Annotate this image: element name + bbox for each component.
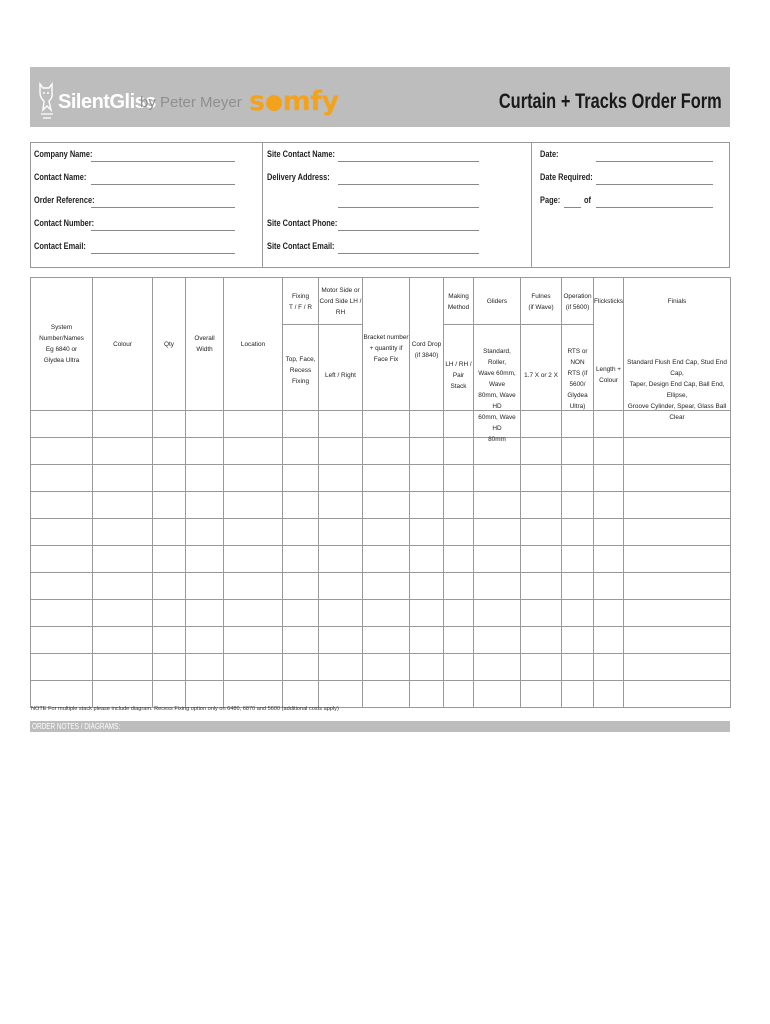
fields-divider [262, 143, 263, 268]
table-row [31, 519, 731, 546]
table-cell[interactable] [31, 519, 93, 546]
table-cell[interactable] [31, 681, 93, 708]
table-cell[interactable] [444, 681, 474, 708]
table-header-row [31, 278, 731, 411]
table-cell[interactable] [410, 438, 444, 465]
date-required-label: Date Required: [540, 172, 593, 183]
table-cell[interactable] [153, 681, 186, 708]
table-cell[interactable] [283, 654, 319, 681]
table-cell[interactable] [319, 546, 363, 573]
table-cell[interactable] [410, 519, 444, 546]
table-cell[interactable] [153, 546, 186, 573]
header-flicksticks: Flicksticks Length + Colour [594, 278, 624, 411]
page-label: Page: [540, 195, 561, 206]
table-cell[interactable] [474, 519, 521, 546]
table-cell[interactable] [562, 600, 594, 627]
table-cell[interactable] [562, 519, 594, 546]
table-cell[interactable] [562, 546, 594, 573]
site-contact-phone-label: Site Contact Phone: [267, 218, 338, 229]
table-cell[interactable] [594, 627, 624, 654]
table-cell[interactable] [562, 465, 594, 492]
title-curtain: Curtain [499, 90, 557, 113]
table-cell[interactable] [474, 492, 521, 519]
table-cell[interactable] [186, 519, 224, 546]
table-cell[interactable] [363, 627, 410, 654]
table-cell[interactable] [319, 492, 363, 519]
order-notes-bar [30, 721, 730, 732]
header-location: Location [224, 278, 283, 411]
date-required-field[interactable] [596, 184, 713, 185]
table-cell[interactable] [562, 492, 594, 519]
table-cell[interactable] [319, 600, 363, 627]
table-cell[interactable] [363, 438, 410, 465]
site-contact-email-label: Site Contact Email: [267, 241, 335, 252]
table-cell[interactable] [594, 519, 624, 546]
table-cell[interactable] [521, 600, 562, 627]
table-cell[interactable] [31, 465, 93, 492]
table-cell[interactable] [93, 438, 153, 465]
table-cell[interactable] [410, 573, 444, 600]
table-cell[interactable] [594, 573, 624, 600]
table-cell[interactable] [444, 519, 474, 546]
table-cell[interactable] [186, 438, 224, 465]
site-contact-name-field[interactable] [338, 161, 479, 162]
fields-divider [531, 143, 532, 268]
title-tracks: Tracks [575, 90, 628, 113]
table-cell[interactable] [444, 438, 474, 465]
table-cell[interactable] [521, 681, 562, 708]
order-rows [31, 411, 731, 708]
table-cell[interactable] [444, 654, 474, 681]
table-cell[interactable] [186, 627, 224, 654]
table-cell[interactable] [153, 573, 186, 600]
table-cell[interactable] [410, 654, 444, 681]
table-cell[interactable] [283, 573, 319, 600]
table-cell[interactable] [410, 627, 444, 654]
table-cell[interactable] [319, 627, 363, 654]
table-cell[interactable] [624, 519, 731, 546]
table-cell[interactable] [153, 492, 186, 519]
contact-name-label: Contact Name: [34, 172, 87, 183]
table-cell[interactable] [410, 600, 444, 627]
table-row [31, 681, 731, 708]
table-cell[interactable] [224, 465, 283, 492]
table-cell[interactable] [410, 465, 444, 492]
table-cell[interactable] [474, 573, 521, 600]
table-cell[interactable] [363, 411, 410, 438]
order-table [30, 277, 731, 708]
table-cell[interactable] [31, 573, 93, 600]
table-cell[interactable] [363, 519, 410, 546]
table-cell[interactable] [363, 654, 410, 681]
header-cord-drop: Cord Drop (if 3840) [410, 278, 444, 411]
table-cell[interactable] [31, 438, 93, 465]
table-cell[interactable] [186, 546, 224, 573]
table-cell[interactable] [624, 600, 731, 627]
header-gliders: Gliders Standard, Roller, Wave 60mm, Wave 80mm, Wave HD 60mm, Wave HD 80mm [474, 278, 521, 411]
table-cell[interactable] [474, 465, 521, 492]
table-cell[interactable] [153, 465, 186, 492]
table-cell[interactable] [521, 465, 562, 492]
table-cell[interactable] [474, 681, 521, 708]
table-cell[interactable] [93, 573, 153, 600]
delivery-address-field[interactable] [338, 184, 479, 185]
table-row [31, 546, 731, 573]
table-cell[interactable] [31, 411, 93, 438]
table-cell[interactable] [474, 627, 521, 654]
header-fullness: Fulnes (if Wave) 1.7 X or 2 X [521, 278, 562, 411]
table-cell[interactable] [521, 492, 562, 519]
table-cell[interactable] [410, 546, 444, 573]
table-cell[interactable] [319, 438, 363, 465]
table-cell[interactable] [93, 681, 153, 708]
delivery-address-label: Delivery Address: [267, 172, 330, 183]
table-cell[interactable] [93, 627, 153, 654]
table-cell[interactable] [594, 546, 624, 573]
header-making-method: Making Method LH / RH / Pair Stack [444, 278, 474, 411]
table-row [31, 627, 731, 654]
header-operation: Operation (if 5600) RTS or NON RTS (if 5600/ Glydea Ultra) [562, 278, 594, 411]
header-finials: Finials Standard Flush End Cap, Stud End Cap, Taper, Design End Cap, Ball End, Ellipse, Groove Cylinder, Spear, Glass Ball Clear [624, 278, 731, 411]
table-cell[interactable] [363, 492, 410, 519]
table-cell[interactable] [410, 492, 444, 519]
table-cell[interactable] [224, 627, 283, 654]
table-cell[interactable] [624, 546, 731, 573]
table-cell[interactable] [562, 681, 594, 708]
cat-logo-icon [37, 80, 57, 122]
header-motor-side: Motor Side or Cord Side LH / RH Left / Right [319, 278, 363, 411]
header-overall-width: Overall Width [186, 278, 224, 411]
table-cell[interactable] [283, 438, 319, 465]
table-cell[interactable] [319, 654, 363, 681]
table-cell[interactable] [562, 654, 594, 681]
table-cell[interactable] [93, 546, 153, 573]
order-reference-label: Order Reference: [34, 195, 95, 206]
table-cell[interactable] [186, 681, 224, 708]
table-cell[interactable] [562, 573, 594, 600]
table-cell[interactable] [153, 600, 186, 627]
table-cell[interactable] [594, 600, 624, 627]
table-cell[interactable] [153, 627, 186, 654]
contact-fields-box [30, 142, 730, 268]
site-contact-name-label: Site Contact Name: [267, 149, 335, 160]
table-cell[interactable] [31, 546, 93, 573]
table-cell[interactable] [521, 519, 562, 546]
table-cell[interactable] [224, 573, 283, 600]
table-cell[interactable] [283, 600, 319, 627]
table-cell[interactable] [319, 411, 363, 438]
contact-email-field[interactable] [91, 253, 235, 254]
table-cell[interactable] [363, 573, 410, 600]
table-cell[interactable] [624, 573, 731, 600]
table-cell[interactable] [624, 654, 731, 681]
page-total-field[interactable] [596, 207, 713, 208]
table-cell[interactable] [153, 438, 186, 465]
table-cell[interactable] [444, 465, 474, 492]
table-cell[interactable] [410, 411, 444, 438]
brand-name: SilentGliss [58, 91, 156, 113]
table-cell[interactable] [186, 654, 224, 681]
page-number-field[interactable] [564, 207, 581, 208]
header-qty: Qty [153, 278, 186, 411]
table-cell[interactable] [283, 519, 319, 546]
table-cell[interactable] [31, 492, 93, 519]
table-cell[interactable] [224, 492, 283, 519]
table-cell[interactable] [319, 573, 363, 600]
table-cell[interactable] [224, 411, 283, 438]
order-reference-field[interactable] [91, 207, 235, 208]
delivery-address-field-2[interactable] [338, 207, 479, 208]
table-row [31, 492, 731, 519]
table-cell[interactable] [444, 492, 474, 519]
page-of-label: of [584, 195, 591, 206]
table-cell[interactable] [153, 411, 186, 438]
table-cell[interactable] [562, 411, 594, 438]
table-cell[interactable] [562, 438, 594, 465]
table-cell[interactable] [594, 438, 624, 465]
table-cell[interactable] [93, 411, 153, 438]
table-cell[interactable] [444, 627, 474, 654]
table-cell[interactable] [93, 654, 153, 681]
table-cell[interactable] [319, 519, 363, 546]
table-cell[interactable] [594, 654, 624, 681]
table-cell[interactable] [410, 681, 444, 708]
table-cell[interactable] [363, 546, 410, 573]
contact-number-field[interactable] [91, 230, 235, 231]
table-cell[interactable] [283, 627, 319, 654]
table-cell[interactable] [283, 546, 319, 573]
table-row [31, 654, 731, 681]
title-plus: + [561, 90, 571, 113]
fixing-note: NOTE For multiple stack please include diagram. Recess Fixing option only on 6480, 6870 and 5600 (additional costs apply) [31, 706, 339, 712]
contact-name-field[interactable] [91, 184, 235, 185]
table-cell[interactable] [594, 411, 624, 438]
header-system: System Number/Names Eg 6840 or Glydea Ultra [31, 278, 93, 411]
table-cell[interactable] [224, 681, 283, 708]
table-cell[interactable] [224, 519, 283, 546]
table-cell[interactable] [474, 546, 521, 573]
table-cell[interactable] [283, 411, 319, 438]
table-cell[interactable] [521, 573, 562, 600]
table-cell[interactable] [31, 627, 93, 654]
table-row [31, 438, 731, 465]
table-cell[interactable] [93, 492, 153, 519]
table-row [31, 600, 731, 627]
table-cell[interactable] [283, 681, 319, 708]
table-cell[interactable] [444, 546, 474, 573]
table-cell[interactable] [319, 681, 363, 708]
table-cell[interactable] [521, 411, 562, 438]
table-cell[interactable] [153, 519, 186, 546]
table-cell[interactable] [594, 492, 624, 519]
table-cell[interactable] [31, 600, 93, 627]
date-label: Date: [540, 149, 559, 160]
table-cell[interactable] [444, 411, 474, 438]
table-cell[interactable] [186, 411, 224, 438]
table-cell[interactable] [624, 627, 731, 654]
page-title [499, 90, 722, 114]
table-cell[interactable] [624, 492, 731, 519]
table-cell[interactable] [186, 465, 224, 492]
table-row [31, 465, 731, 492]
date-field[interactable] [596, 161, 713, 162]
order-notes-label: ORDER NOTES / DIAGRAMS: [32, 722, 121, 731]
table-cell[interactable] [521, 627, 562, 654]
table-cell[interactable] [186, 573, 224, 600]
table-cell[interactable] [283, 492, 319, 519]
somfy-dot-icon [266, 95, 282, 111]
header-fixing: Fixing T / F / R Top, Face, Recess Fixing [283, 278, 319, 411]
table-row [31, 573, 731, 600]
contact-email-label: Contact Email: [34, 241, 86, 252]
company-name-field[interactable] [91, 161, 235, 162]
title-order-form: Order Form [631, 90, 722, 113]
table-cell[interactable] [186, 600, 224, 627]
brand-subtitle: by Peter Meyer [140, 94, 242, 111]
table-cell[interactable] [186, 492, 224, 519]
table-cell[interactable] [224, 438, 283, 465]
somfy-logo: s mfy [249, 86, 339, 117]
site-contact-phone-field[interactable] [338, 230, 479, 231]
table-cell[interactable] [624, 465, 731, 492]
table-cell[interactable] [224, 654, 283, 681]
table-cell[interactable] [283, 465, 319, 492]
table-cell[interactable] [93, 519, 153, 546]
table-cell[interactable] [363, 600, 410, 627]
table-cell[interactable] [474, 600, 521, 627]
table-cell[interactable] [594, 465, 624, 492]
table-cell[interactable] [31, 654, 93, 681]
table-cell[interactable] [444, 573, 474, 600]
table-cell[interactable] [363, 681, 410, 708]
table-cell[interactable] [624, 438, 731, 465]
table-cell[interactable] [521, 654, 562, 681]
table-cell[interactable] [363, 465, 410, 492]
table-cell[interactable] [319, 465, 363, 492]
table-cell[interactable] [224, 546, 283, 573]
table-cell[interactable] [474, 654, 521, 681]
company-name-label: Company Name: [34, 149, 93, 160]
table-cell[interactable] [562, 627, 594, 654]
header-bracket: Bracket number + quantity if Face Fix [363, 278, 410, 411]
table-cell[interactable] [521, 438, 562, 465]
table-cell[interactable] [93, 600, 153, 627]
table-cell[interactable] [93, 465, 153, 492]
table-cell[interactable] [624, 681, 731, 708]
contact-number-label: Contact Number: [34, 218, 95, 229]
site-contact-email-field[interactable] [338, 253, 479, 254]
header-colour: Colour [93, 278, 153, 411]
table-cell[interactable] [444, 600, 474, 627]
table-cell[interactable] [521, 546, 562, 573]
table-cell[interactable] [153, 654, 186, 681]
table-cell[interactable] [594, 681, 624, 708]
table-cell[interactable] [224, 600, 283, 627]
